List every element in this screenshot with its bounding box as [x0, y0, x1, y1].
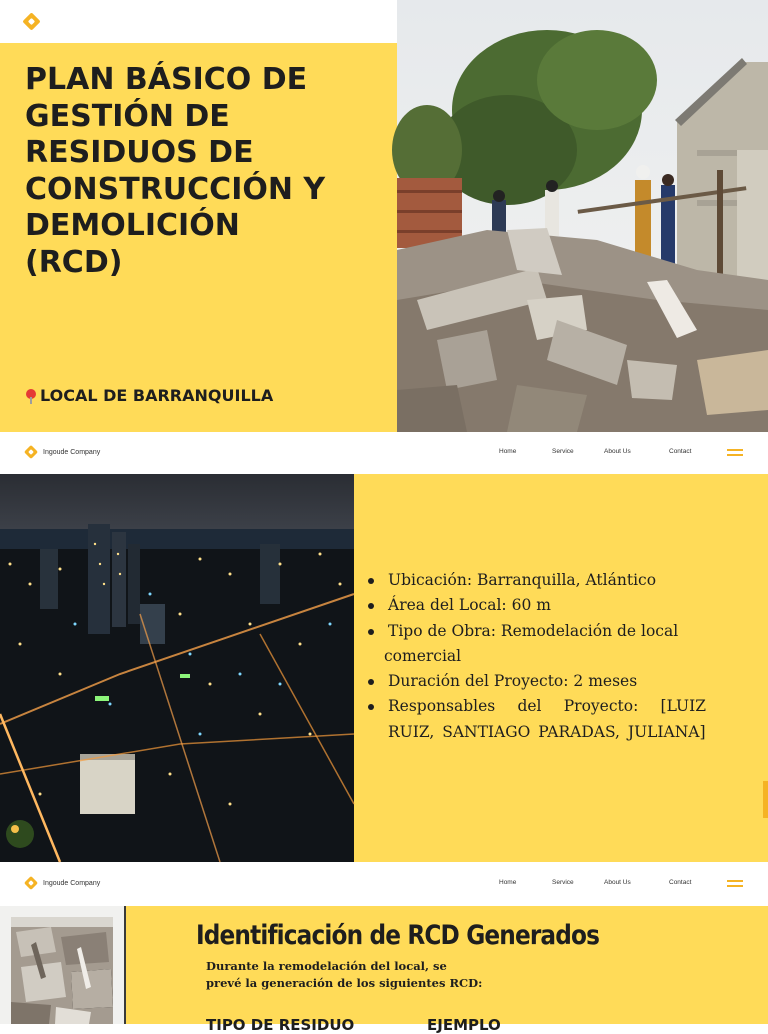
logo-icon [22, 12, 40, 30]
nav-home[interactable]: Home [499, 879, 517, 886]
list-item [368, 619, 724, 644]
brand-name: Ingoude Company [43, 879, 101, 887]
nav-home[interactable]: Home [499, 448, 517, 455]
list-item-text: Ubicación: Barranquilla, Atlántico [388, 571, 657, 589]
column-header-ejemplo: EJEMPLO [427, 1016, 501, 1034]
nav-service[interactable]: Service [552, 879, 574, 886]
column-header-tipo: TIPO DE RESIDUO [206, 1016, 355, 1034]
bullet-icon [368, 629, 374, 635]
list-item [368, 669, 724, 694]
section-description: Durante la remodelación del local, se prevé la generación de los siguientes RCD: [206, 959, 483, 990]
hamburger-menu-icon[interactable] [727, 449, 743, 456]
nav-service[interactable]: Service [552, 448, 574, 455]
nav-about-us[interactable]: About Us [604, 879, 631, 886]
nav-contact[interactable]: Contact [669, 448, 692, 455]
demolition-photo [397, 0, 768, 432]
list-item-text: Área del Local: 60 m [388, 596, 551, 615]
list-item-text: Duración del Proyecto: 2 meses [388, 672, 638, 691]
list-item [368, 694, 724, 745]
city-night-photo [0, 474, 354, 862]
nav-about-us[interactable]: About Us [604, 448, 631, 455]
hamburger-menu-icon[interactable] [727, 880, 743, 887]
navbar [0, 432, 768, 474]
round-pushpin-icon [25, 388, 37, 404]
cover-subtitle-text: LOCAL DE BARRANQUILLA [40, 386, 274, 405]
cover-title: PLAN BÁSICO DE GESTIÓN DE RESIDUOS DE CONSTRUCCIÓN Y DEMOLICIÓN (RCD) [25, 62, 326, 280]
nav-contact[interactable]: Contact [669, 879, 692, 886]
rcd-identification-slide [0, 906, 768, 1034]
photo-frame [0, 906, 126, 1024]
cover-subtitle [25, 386, 273, 405]
logo-icon [24, 445, 38, 459]
list-item-text: comercial [384, 646, 462, 665]
logo-icon [24, 876, 38, 890]
section-heading: Identificación de RCD Generados [196, 920, 600, 951]
cover-slide [0, 0, 768, 432]
bullet-icon [368, 603, 374, 609]
list-item [368, 593, 724, 618]
brand[interactable] [26, 447, 100, 457]
project-details-list [368, 568, 724, 745]
brand[interactable] [26, 878, 100, 888]
side-tab [763, 781, 768, 818]
cover-top-strip [0, 0, 397, 43]
bullet-icon [368, 704, 374, 710]
navbar [0, 863, 768, 905]
bullet-icon [368, 578, 374, 584]
project-info-slide [0, 474, 768, 862]
list-item [368, 568, 724, 593]
rubble-photo [11, 917, 113, 1024]
list-item-continuation [368, 644, 724, 669]
brand-name: Ingoude Company [43, 448, 101, 456]
list-item-text: Tipo de Obra: Remodelación de local [388, 621, 679, 640]
bullet-icon [368, 679, 374, 685]
list-item-text: Responsables del Proyecto: [LUIZ RUIZ, SANTIAGO PARADAS, JULIANA] [388, 697, 706, 741]
